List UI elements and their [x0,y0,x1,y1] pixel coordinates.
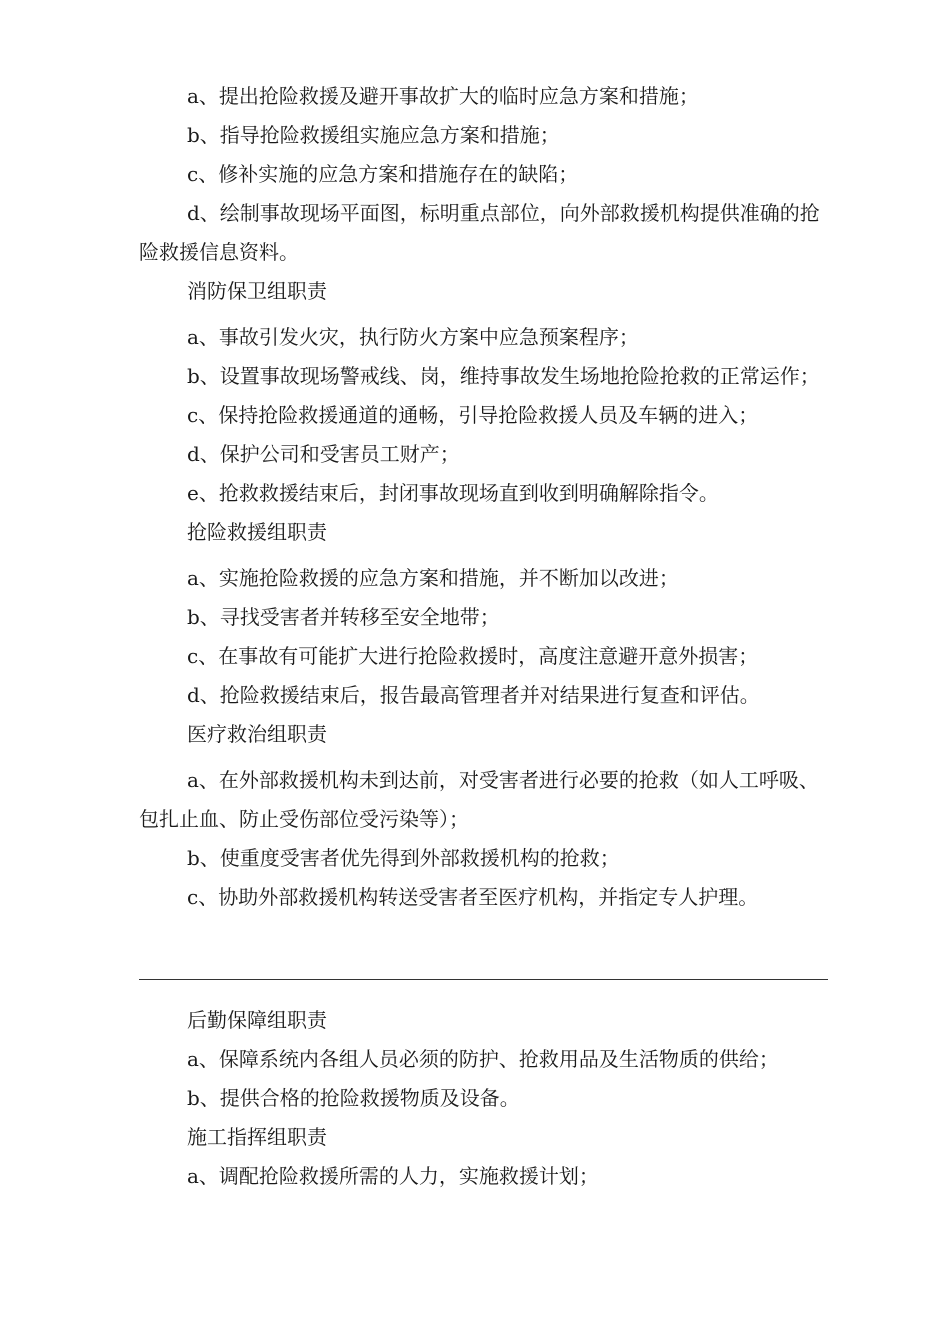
list-item: d、抢险救援结束后，报告最高管理者并对结果进行复查和评估。 [187,683,760,707]
section-heading-logistics: 后勤保障组职责 [187,1008,327,1032]
list-item: c、在事故有可能扩大进行抢险救援时，高度注意避开意外损害； [187,644,759,668]
list-item: b、使重度受害者优先得到外部救援机构的抢救； [187,846,620,870]
list-item: c、协助外部救援机构转送受害者至医疗机构，并指定专人护理。 [187,885,759,909]
page-divider [139,979,828,980]
list-item: a、实施抢险救援的应急方案和措施，并不断加以改进； [187,566,679,590]
list-item: b、设置事故现场警戒线、岗，维持事故发生场地抢险抢救的正常运作； [187,364,820,388]
section-heading-construction-command: 施工指挥组职责 [187,1125,327,1149]
page-1-content [139,77,828,917]
section-heading-rescue: 抢险救援组职责 [187,520,327,544]
list-item: a、保障系统内各组人员必须的防护、抢救用品及生活物质的供给； [187,1047,779,1071]
list-item: a、在外部救援机构未到达前，对受害者进行必要的抢救（如人工呼吸、包扎止血、防止受伤部位受污染等）； [139,768,819,831]
page-2-content [139,1001,828,1196]
list-item: b、提供合格的抢险救援物质及设备。 [187,1086,520,1110]
list-item: e、抢救救援结束后，封闭事故现场直到收到明确解除指令。 [187,481,719,505]
list-item: a、提出抢险救援及避开事故扩大的临时应急方案和措施； [187,84,699,108]
list-item: c、修补实施的应急方案和措施存在的缺陷； [187,162,579,186]
list-item: a、事故引发火灾，执行防火方案中应急预案程序； [187,325,639,349]
section-heading-fire-security: 消防保卫组职责 [187,279,327,303]
list-item: a、调配抢险救援所需的人力，实施救援计划； [187,1164,599,1188]
list-item: d、绘制事故现场平面图，标明重点部位，向外部救援机构提供准确的抢险救援信息资料。 [139,201,820,264]
section-heading-medical: 医疗救治组职责 [187,722,327,746]
list-item: c、保持抢险救援通道的通畅，引导抢险救援人员及车辆的进入； [187,403,759,427]
list-item: d、保护公司和受害员工财产； [187,442,460,466]
list-item: b、指导抢险救援组实施应急方案和措施； [187,123,560,147]
list-item: b、寻找受害者并转移至安全地带； [187,605,500,629]
